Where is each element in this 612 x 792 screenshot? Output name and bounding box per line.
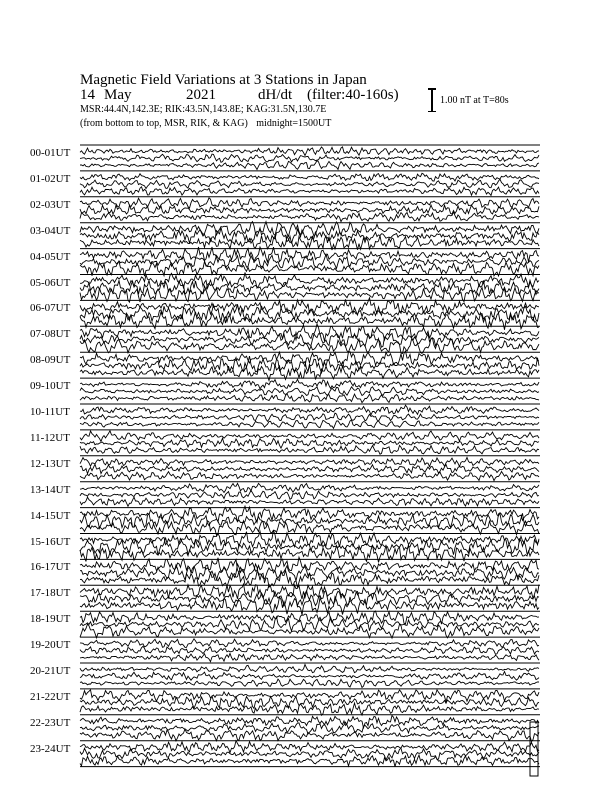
row-label: 13-14UT <box>30 483 71 496</box>
trace-rik <box>80 438 539 448</box>
trace-kag <box>80 457 539 466</box>
row-label: 12-13UT <box>30 457 71 470</box>
trace-kag <box>80 173 539 181</box>
trace-rik <box>80 564 539 581</box>
trace-msr <box>80 729 539 742</box>
trace-kag <box>80 483 539 492</box>
row-label: 02-03UT <box>30 198 71 211</box>
trace-rik <box>80 413 539 421</box>
trace-kag <box>80 198 539 208</box>
trace-msr <box>80 703 539 715</box>
trace-rik <box>80 646 539 654</box>
trace-msr <box>80 679 539 687</box>
trace-rik <box>80 672 539 681</box>
row-label: 23-24UT <box>30 742 71 755</box>
trace-rik <box>80 254 539 268</box>
station-coordinates: MSR:44.4N,142.3E; RIK:43.5N,143.8E; KAG:31.5N,130.7E <box>80 104 327 115</box>
row-label: 19-20UT <box>30 639 71 652</box>
trace-msr <box>80 472 539 481</box>
trace-kag <box>80 741 539 753</box>
trace-kag <box>80 665 539 673</box>
trace-kag <box>80 222 539 237</box>
row-label: 15-16UT <box>30 535 71 548</box>
trace-msr <box>80 624 539 638</box>
midnight-note: midnight=1500UT <box>256 118 332 129</box>
station-order: (from bottom to top, MSR, RIK, & KAG) <box>80 118 248 129</box>
trace-rik <box>80 722 539 734</box>
trace-msr <box>80 653 539 661</box>
row-label: 04-05UT <box>30 250 71 263</box>
trace-kag <box>80 611 539 624</box>
trace-rik <box>80 205 539 214</box>
trace-rik <box>80 387 539 396</box>
trace-rik <box>80 748 539 760</box>
row-label: 09-10UT <box>30 380 71 393</box>
filter-label: (filter:40-160s) <box>307 87 399 103</box>
trace-msr <box>80 755 539 767</box>
row-label: 00-01UT <box>30 147 71 159</box>
scale-label: 1.00 nT at T=80s <box>440 95 509 106</box>
row-label: 06-07UT <box>30 302 71 315</box>
row-label: 21-22UT <box>30 690 71 703</box>
trace-rik <box>80 464 539 474</box>
trace-kag <box>80 147 539 156</box>
row-label: 10-11UT <box>30 406 70 418</box>
trace-rik <box>80 179 539 188</box>
trace-msr <box>80 187 539 196</box>
trace-rik <box>80 228 539 244</box>
trace-msr <box>80 394 539 403</box>
chart-title: Magnetic Field Variations at 3 Stations in Japan <box>80 72 367 88</box>
trace-kag <box>80 379 539 389</box>
trace-msr <box>80 161 539 170</box>
year: 2021 <box>186 87 216 103</box>
trace-rik <box>80 591 539 606</box>
trace-kag <box>80 506 539 522</box>
row-label: 17-18UT <box>30 587 71 600</box>
trace-msr <box>80 420 539 428</box>
row-label: 11-12UT <box>30 431 70 444</box>
trace-rik <box>80 617 539 631</box>
row-label: 08-09UT <box>30 354 71 367</box>
row-label: 03-04UT <box>30 224 71 237</box>
trace-rik <box>80 154 539 162</box>
trace-kag <box>80 639 539 648</box>
trace-kag <box>80 431 539 442</box>
row-label: 07-08UT <box>30 328 71 341</box>
trace-rik <box>80 696 539 708</box>
trace-msr <box>80 445 539 454</box>
row-label: 16-17UT <box>30 561 71 574</box>
day: 14 <box>80 87 95 103</box>
row-label: 14-15UT <box>30 509 71 522</box>
trace-rik <box>80 333 539 348</box>
row-label: 20-21UT <box>30 665 71 677</box>
row-label: 18-19UT <box>30 613 71 626</box>
trace-msr <box>80 262 539 277</box>
trace-msr <box>80 497 539 506</box>
trace-kag <box>80 405 539 415</box>
month: May <box>104 87 132 103</box>
trace-rik <box>80 490 539 499</box>
row-label: 22-23UT <box>30 716 71 729</box>
trace-msr <box>80 212 539 222</box>
quantity-label: dH/dt <box>258 87 293 103</box>
row-label: 01-02UT <box>30 172 71 185</box>
row-label: 05-06UT <box>30 276 71 289</box>
